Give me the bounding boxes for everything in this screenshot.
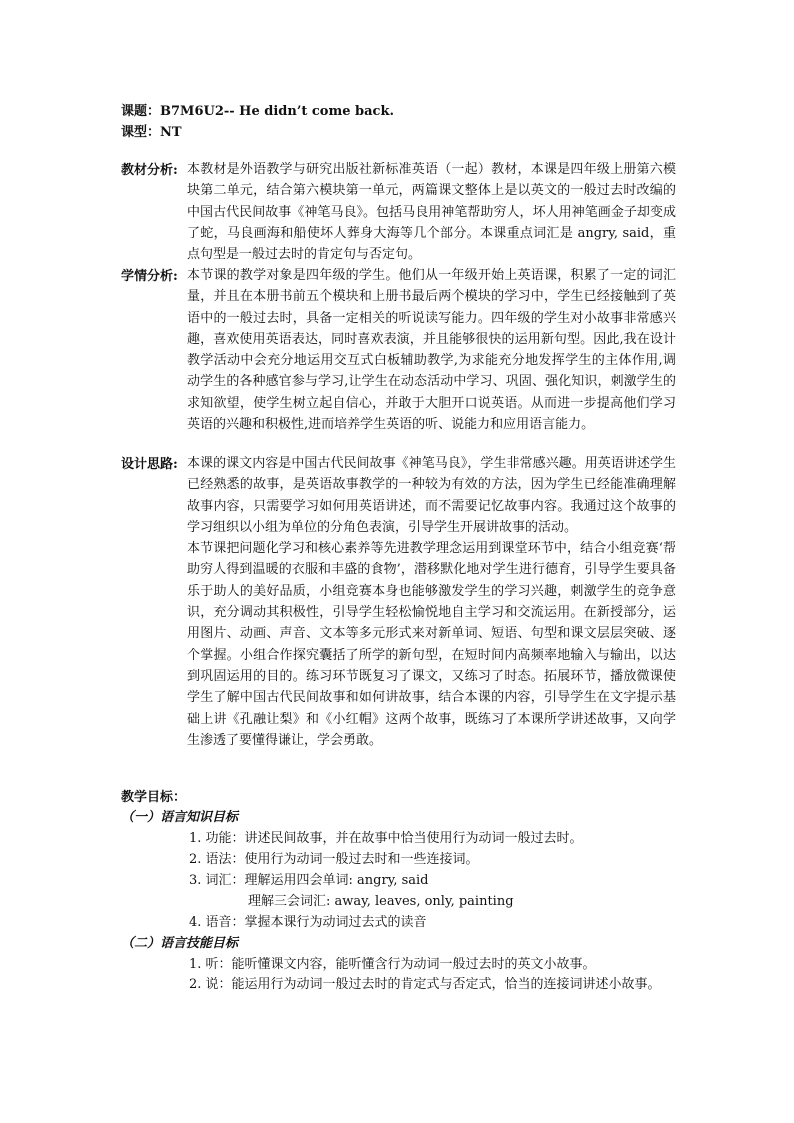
- topic-line: [121, 100, 394, 119]
- objectives-title: 教学目标：: [121, 790, 187, 805]
- textbook-analysis-label: 教材分析:: [121, 163, 178, 178]
- textbook-analysis-paragraph: 本教材是外语教学与研究出版社新标准英语（一起）教材，本课是四年级上册第六模块第二单元，结合第六模块第一单元，两篇课文整体上是以英文的一般过去时改编的中国古代民间故事《神笔马良》。包括马良用神笔帮助穷人，坏人用神笔画金子却变成了蛇，马良画海和船使坏人葬身大海等几个部分。本课重点词汇是 angry, said，重点句型是一般过去时的肯定句与否定句。: [187, 162, 676, 263]
- knowledge-item-1: 1. 功能：讲述民间故事，并在故事中恰当使用行为动词一般过去时。: [189, 831, 583, 846]
- topic-label: 课题：: [121, 104, 161, 119]
- textbook-analysis-section: [121, 159, 676, 265]
- design-ideas-label: 设计思路:: [121, 457, 178, 472]
- knowledge-item-3: 3. 词汇：理解运用四会单词: angry, said: [189, 873, 429, 888]
- skills-item-2: 2. 说：能运用行为动词一般过去时的肯定式与否定式，恰当的连接词讲述小故事。: [189, 977, 661, 992]
- skills-item-1: 1. 听：能听懂课文内容，能听懂含行为动词一般过去时的英文小故事。: [189, 957, 596, 972]
- lesson-type-line: [121, 121, 182, 140]
- textbook-analysis-text: [187, 159, 676, 265]
- design-ideas-text: [187, 453, 676, 751]
- student-analysis-section: [121, 265, 676, 435]
- knowledge-item-2: 2. 语法：使用行为动词一般过去时和一些连接词。: [189, 852, 479, 867]
- lesson-type-value: NT: [160, 125, 182, 140]
- student-analysis-label: 学情分析:: [121, 269, 178, 284]
- design-ideas-paragraph-1: 本课的课文内容是中国古代民间故事《神笔马良》，学生非常感兴趣。用英语讲述学生已经熟悉的故事，是英语故事教学的一种较为有效的方法，因为学生已经能准确理解故事内容，只需要学习如何用英语讲述，而不需要记忆故事内容。我通过这个故事的学习组织以小组为单位的分角色表演，引导学生开展讲故事的活动。: [187, 456, 676, 535]
- knowledge-item-4: 4. 语音：掌握本课行为动词过去式的读音: [189, 915, 427, 930]
- knowledge-item-3b: 理解三会词汇: away, leaves, only, painting: [248, 894, 514, 909]
- knowledge-goals-title: （一）语言知识目标: [121, 810, 239, 825]
- student-analysis-text: [187, 265, 676, 435]
- skills-goals-title: （二）语言技能目标: [121, 936, 239, 951]
- design-ideas-paragraph-2: 本节课把问题化学习和核心素养等先进教学理念运用到课堂环节中，结合小组竞赛‘帮助穷人得到温暖的衣服和丰盛的食物’，潜移默化地对学生进行德育，引导学生要具备乐于助人的美好品质，小组竞赛本身也能够激发学生的学习兴趣，刺激学生的竞争意识，充分调动其积极性，引导学生轻松愉悦地自主学习和交流运用。在新授部分，运用图片、动画、声音、文本等多元形式来对新单词、短语、句型和课文层层突破、逐个掌握。小组合作探究囊括了所学的新句型，在短时间内高频率地输入与输出，以达到巩固运用的目的。练习环节既复习了课文，又练习了时态。拓展环节，播放微课使学生了解中国古代民间故事和如何讲故事，结合本课的内容，引导学生在文字提示基础上讲《孔融让梨》和《小红帽》这两个故事，既练习了本课所学讲述故事，又向学生渗透了要懂得谦让，学会勇敢。: [187, 541, 676, 748]
- student-analysis-paragraph: 本节课的教学对象是四年级的学生。他们从一年级开始上英语课，积累了一定的词汇量，并且在本册书前五个模块和上册书最后两个模块的学习中，学生已经接触到了英语中的一般过去时，具备一定相关的听说读写能力。四年级的学生对小故事非常感兴趣，喜欢使用英语表达，同时喜欢表演，并且能够很快的运用新句型。因此,我在设计教学活动中会充分地运用交互式白板辅助教学,为求能充分地发挥学生的主体作用,调动学生的各种感官参与学习,让学生在动态活动中学习、巩固、强化知识，刺激学生的求知欲望，使学生树立起自信心，并敢于大胆开口说英语。从而进一步提高他们学习英语的兴趣和积极性,进而培养学生英语的听、说能力和应用语言能力。: [187, 268, 676, 433]
- lesson-type-label: 课型：: [121, 125, 161, 140]
- topic-value: B7M6U2-- He didn’t come back.: [160, 104, 394, 119]
- design-ideas-section: [121, 453, 676, 751]
